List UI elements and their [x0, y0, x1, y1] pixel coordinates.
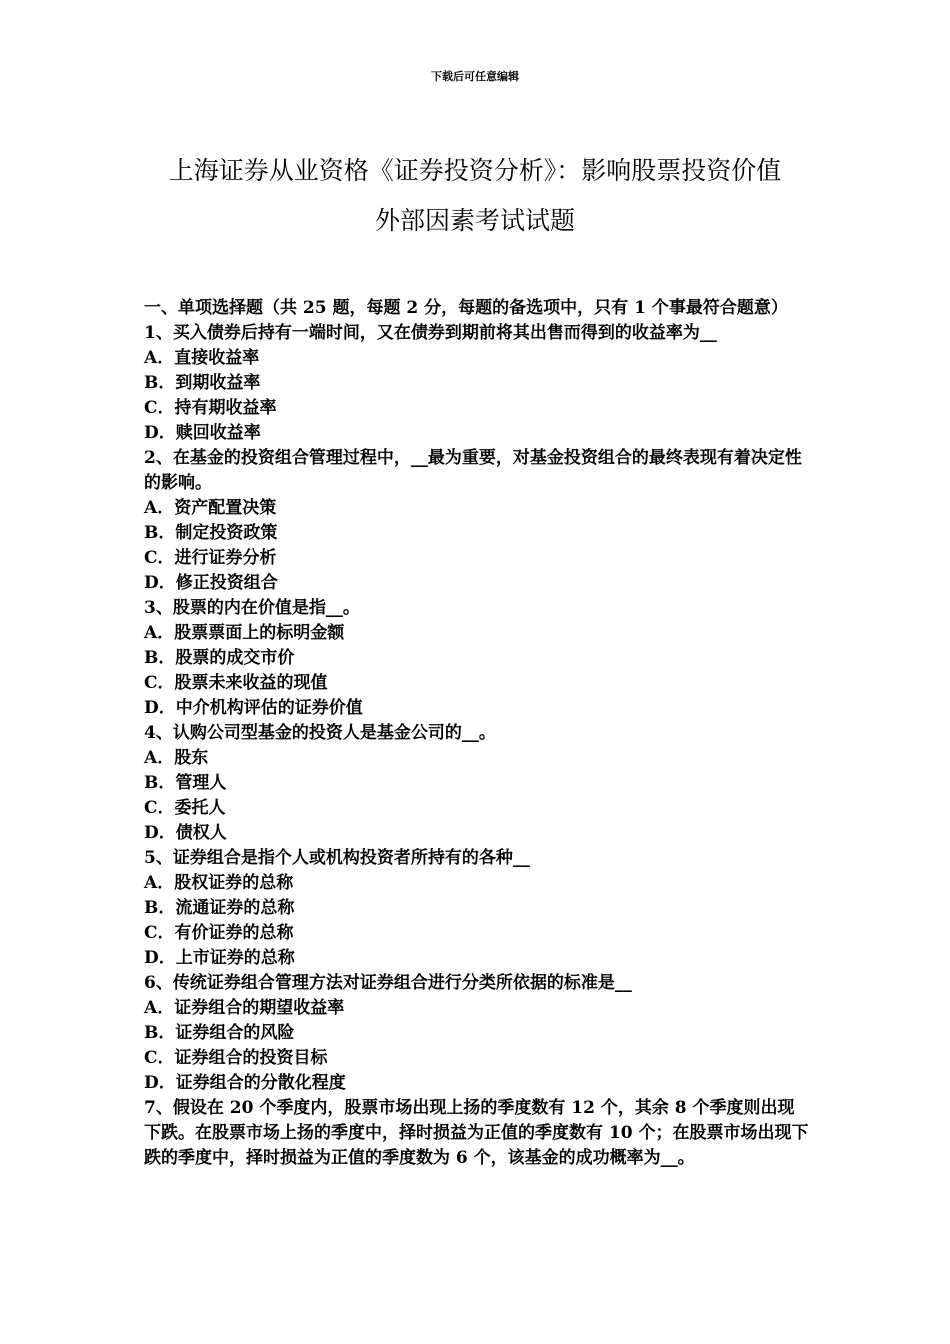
option-b: B．流通证券的总称 [144, 898, 295, 918]
option-list [144, 871, 810, 971]
option-d: D．债权人 [144, 823, 227, 843]
question-7 [144, 1096, 810, 1171]
option-d: D．中介机构评估的证券价值 [144, 698, 363, 718]
option-list [144, 996, 810, 1096]
question-1 [144, 321, 810, 446]
question-stem: 4、认购公司型基金的投资人是基金公司的__。 [144, 723, 496, 743]
option-a: A．证券组合的期望收益率 [144, 998, 345, 1018]
question-stem: 5、证券组合是指个人或机构投资者所持有的各种__ [144, 848, 530, 868]
question-stem: 3、股票的内在价值是指__。 [144, 598, 360, 618]
option-list [144, 346, 810, 446]
option-a: A．直接收益率 [144, 348, 260, 368]
question-6 [144, 971, 810, 1096]
option-list [144, 746, 810, 846]
option-b: B．管理人 [144, 773, 227, 793]
option-d: D．赎回收益率 [144, 423, 261, 443]
option-a: A．资产配置决策 [144, 498, 277, 518]
question-stem: 7、假设在 20 个季度内，股票市场出现上扬的季度数有 12 个，其余 8 个季度则出现下跌。在股票市场上扬的季度中，择时损益为正值的季度数有 10 个；在股票市场出现下跌的季度中，择时损益为正值的季度数为 6 个，该基金的成功概率为__。 [144, 1098, 809, 1168]
question-2 [144, 446, 810, 596]
option-b: B．证券组合的风险 [144, 1023, 295, 1043]
option-b: B．到期收益率 [144, 373, 261, 393]
title-line-1: 上海证券从业资格《证券投资分析》：影响股票投资价值 [168, 156, 782, 185]
header-note: 下载后可任意编辑 [431, 70, 519, 83]
option-d: D．证券组合的分散化程度 [144, 1073, 346, 1093]
option-a: A．股票票面上的标明金额 [144, 623, 345, 643]
option-c: C．有价证券的总称 [144, 923, 294, 943]
option-c: C．进行证券分析 [144, 548, 277, 568]
option-d: D．上市证券的总称 [144, 948, 295, 968]
option-b: B．股票的成交市价 [144, 648, 295, 668]
question-3 [144, 596, 810, 721]
document-body [144, 296, 810, 1171]
option-list [144, 496, 810, 596]
question-stem: 6、传统证券组合管理方法对证券组合进行分类所依据的标准是__ [144, 973, 632, 993]
question-4 [144, 721, 810, 846]
option-c: C．股票未来收益的现值 [144, 673, 328, 693]
section-heading: 一、单项选择题（共 25 题，每题 2 分，每题的备选项中，只有 1 个事最符合题意） [144, 298, 788, 318]
option-d: D．修正投资组合 [144, 573, 278, 593]
question-stem: 1、买入债券后持有一端时间，又在债券到期前将其出售而得到的收益率为__ [144, 323, 717, 343]
option-b: B．制定投资政策 [144, 523, 278, 543]
title-line-2: 外部因素考试试题 [374, 206, 575, 235]
option-list [144, 621, 810, 721]
option-c: C．委托人 [144, 798, 226, 818]
option-c: C．持有期收益率 [144, 398, 277, 418]
question-5 [144, 846, 810, 971]
option-a: A．股权证券的总称 [144, 873, 294, 893]
document-title [100, 146, 850, 246]
option-c: C．证券组合的投资目标 [144, 1048, 328, 1068]
question-stem: 2、在基金的投资组合管理过程中，__最为重要，对基金投资组合的最终表现有着决定性的影响。 [144, 448, 802, 493]
option-a: A．股东 [144, 748, 209, 768]
